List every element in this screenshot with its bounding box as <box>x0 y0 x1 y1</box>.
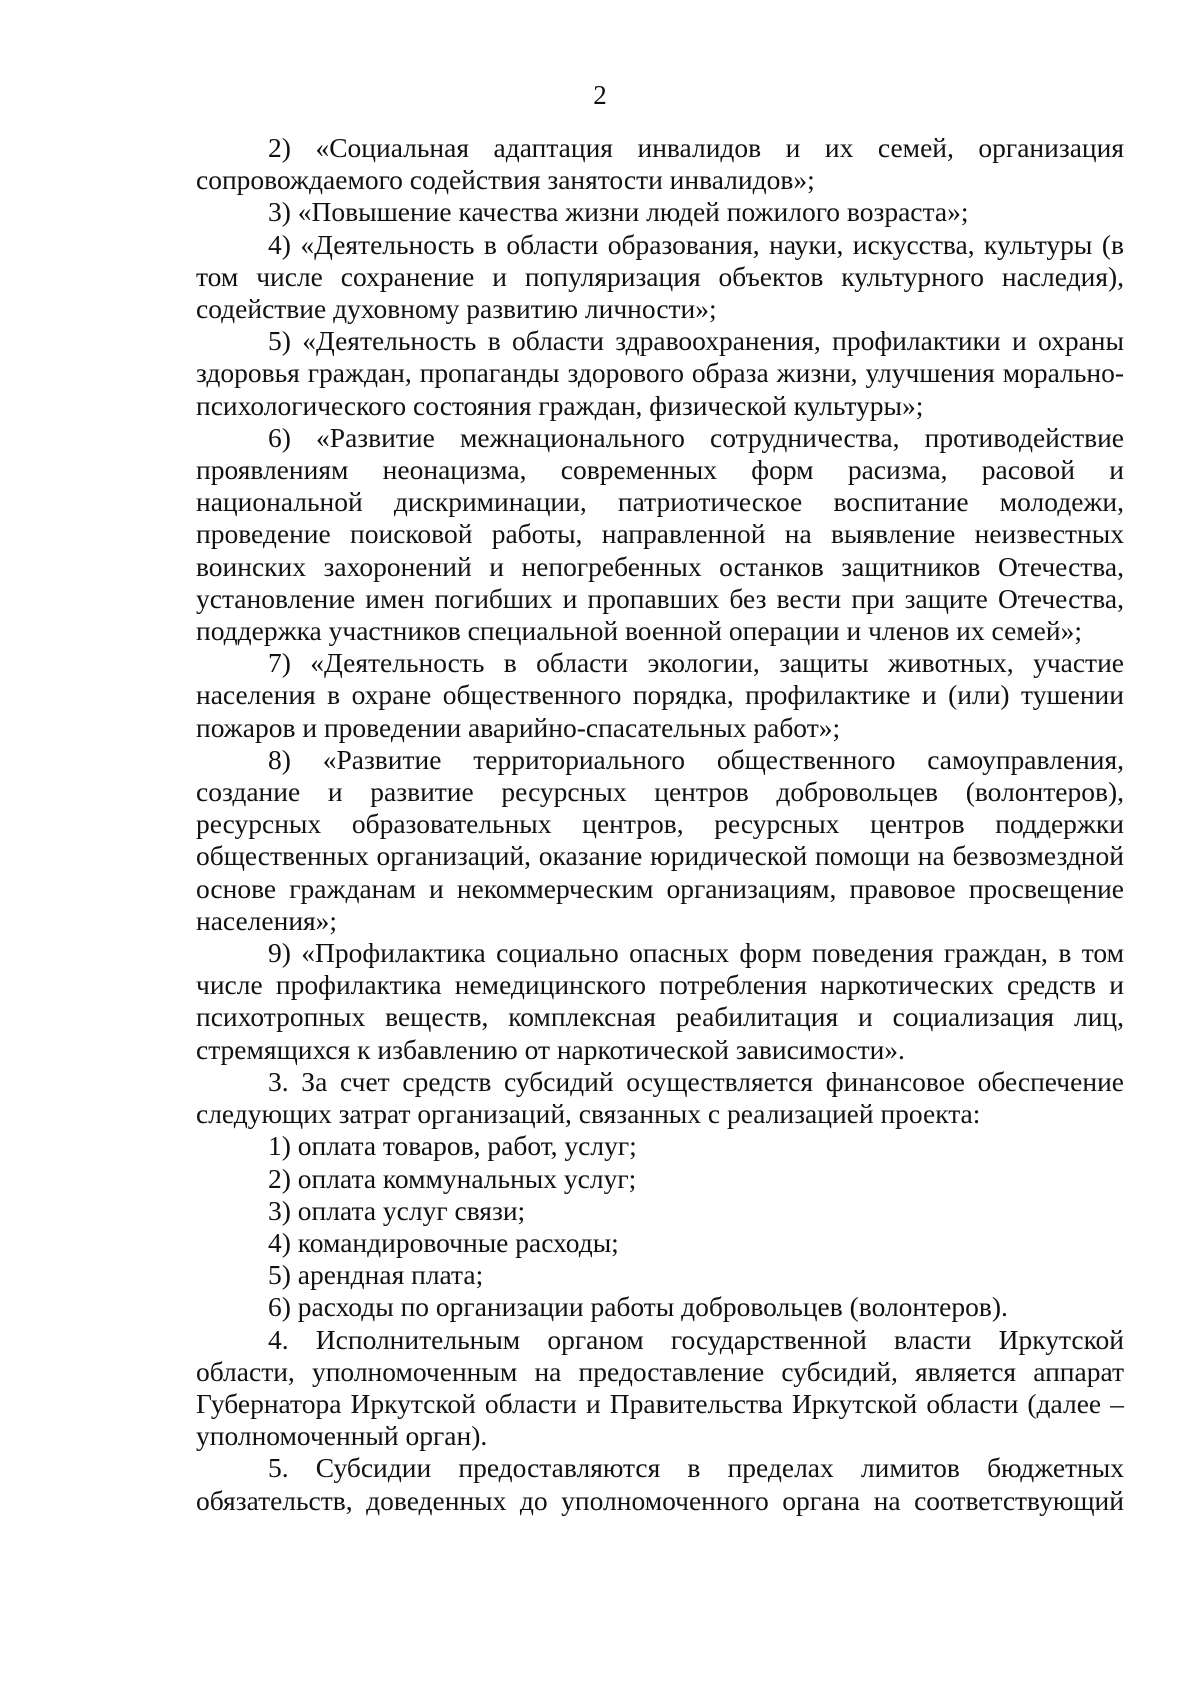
paragraph: 1) оплата товаров, работ, услуг; <box>268 1130 637 1162</box>
paragraph: 4. Исполнительным органом государственной власти Иркутской области, уполномоченным на предоставление субсидий, является аппарат Губернатора Иркутской области и Правительства Иркутской области (далее – уполномоченный орган). <box>196 1323 1124 1452</box>
paragraph: 5) «Деятельность в области здравоохранения, профилактики и охраны здоровья граждан, пропаганды здорового образа жизни, улучшения морально-психологического состояния граждан, физической культуры»; <box>196 325 1124 421</box>
paragraph: 6) расходы по организации работы добровольцев (волонтеров). <box>268 1291 1008 1323</box>
paragraph: 3) «Повышение качества жизни людей пожилого возраста»; <box>268 196 969 228</box>
paragraph: 3. За счет средств субсидий осуществляется финансовое обеспечение следующих затрат организаций, связанных с реализацией проекта: <box>196 1065 1124 1130</box>
paragraph: 4) командировочные расходы; <box>268 1226 619 1258</box>
paragraph: 9) «Профилактика социально опасных форм поведения граждан, в том числе профилактика немедицинского потребления наркотических средств и психотропных веществ, комплексная реабилитация и социализация лиц, стремящихся к избавлению от наркотической зависимости». <box>196 937 1124 1065</box>
paragraph: 5) арендная плата; <box>268 1259 484 1291</box>
page-number: 2 <box>593 80 607 110</box>
paragraph: 2) «Социальная адаптация инвалидов и их семей, организация сопровождаемого содействия занятости инвалидов»; <box>196 132 1124 196</box>
paragraph: 5. Субсидии предоставляются в пределах лимитов бюджетных обязательств, доведенных до уполномоченного органа на соответствующий <box>196 1452 1124 1516</box>
paragraph: 2) оплата коммунальных услуг; <box>268 1162 637 1194</box>
paragraph: 3) оплата услуг связи; <box>268 1194 526 1226</box>
paragraph: 8) «Развитие территориального общественного самоуправления, создание и развитие ресурсных центров добровольцев (волонтеров), ресурсных образовательных центров, ресурсных центров поддержки общественных организаций, оказание юридической помощи на безвозмездной основе гражданам и некоммерческим организациям, правовое просвещение населения»; <box>196 743 1124 936</box>
paragraph: 4) «Деятельность в области образования, науки, искусства, культуры (в том числе сохранение и популяризация объектов культурного наследия), содействие духовному развитию личности»; <box>196 228 1124 325</box>
paragraph: 7) «Деятельность в области экологии, защиты животных, участие населения в охране общественного порядка, профилактике и (или) тушении пожаров и проведении аварийно-спасательных работ»; <box>196 647 1124 743</box>
document-body <box>196 132 1124 1517</box>
paragraph: 6) «Развитие межнационального сотрудничества, противодействие проявлениям неонацизма, современных форм расизма, расовой и национальной дискриминации, патриотическое воспитание молодежи, проведение поисковой работы, направленной на выявление неизвестных воинских захоронений и непогребенных останков защитников Отечества, установление имен погибших и пропавших без вести при защите Отечества, поддержка участников специальной военной операции и членов их семей»; <box>196 421 1124 647</box>
